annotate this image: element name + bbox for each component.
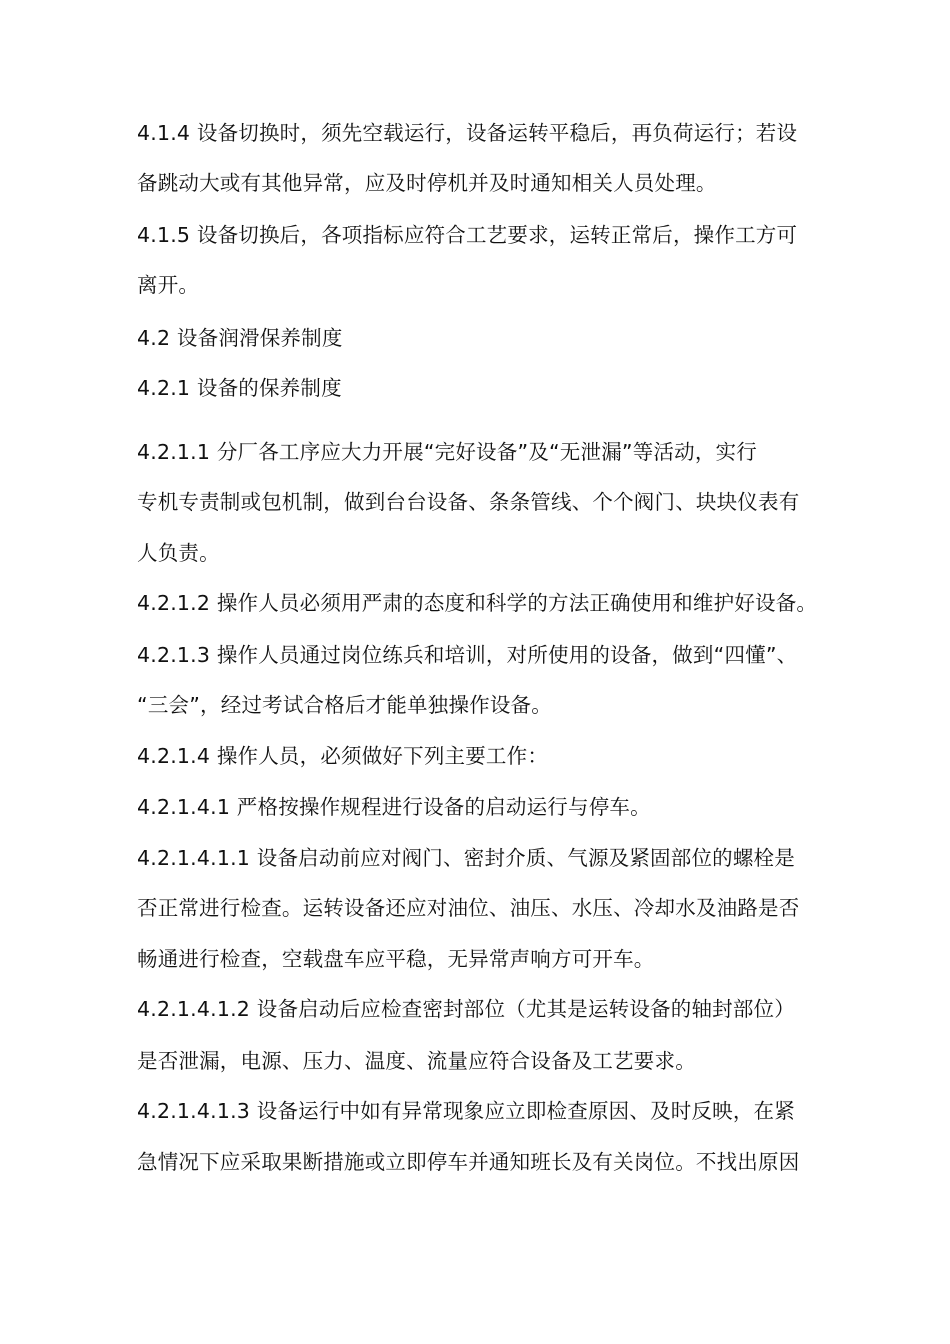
text-line: 4.2.1.3 操作人员通过岗位练兵和培训，对所使用的设备，做到“四懂”、	[137, 643, 798, 667]
text-line: 专机专责制或包机制，做到台台设备、条条管线、个个阀门、块块仪表有	[137, 490, 800, 514]
section-heading: 4.2 设备润滑保养制度	[137, 326, 343, 350]
text-line: 畅通进行检查，空载盘车应平稳，无异常声响方可开车。	[137, 947, 655, 971]
text-line: 4.1.4 设备切换时，须先空载运行，设备运转平稳后，再负荷运行；若设	[137, 121, 798, 145]
text-line: 4.2.1.4.1.3 设备运行中如有异常现象应立即检查原因、及时反映，在紧	[137, 1099, 795, 1123]
text-line: 离开。	[137, 273, 200, 297]
text-line: 是否泄漏，电源、压力、温度、流量应符合设备及工艺要求。	[137, 1049, 696, 1073]
text-line: “三会”，经过考试合格后才能单独操作设备。	[137, 693, 552, 717]
text-line: 4.2.1.4.1.1 设备启动前应对阀门、密封介质、气源及紧固部位的螺栓是	[137, 846, 795, 870]
text-line: 4.2.1.1 分厂各工序应大力开展“完好设备”及“无泄漏”等活动，实行	[137, 440, 757, 464]
text-line: 4.2.1.4.1.2 设备启动后应检查密封部位（尤其是运转设备的轴封部位）	[137, 997, 795, 1021]
text-line: 备跳动大或有其他异常，应及时停机并及时通知相关人员处理。	[137, 171, 717, 195]
text-line: 4.2.1.4 操作人员，必须做好下列主要工作：	[137, 744, 549, 768]
text-line: 4.2.1.4.1 严格按操作规程进行设备的启动运行与停车。	[137, 795, 651, 819]
text-line: 人负责。	[137, 541, 220, 565]
text-line: 否正常进行检查。运转设备还应对油位、油压、水压、冷却水及油路是否	[137, 896, 800, 920]
subsection-heading: 4.2.1 设备的保养制度	[137, 376, 342, 400]
text-line: 急情况下应采取果断措施或立即停车并通知班长及有关岗位。不找出原因	[137, 1150, 800, 1174]
text-line: 4.2.1.2 操作人员必须用严肃的态度和科学的方法正确使用和维护好设备。	[137, 591, 818, 615]
text-line: 4.1.5 设备切换后，各项指标应符合工艺要求，运转正常后，操作工方可	[137, 223, 798, 247]
